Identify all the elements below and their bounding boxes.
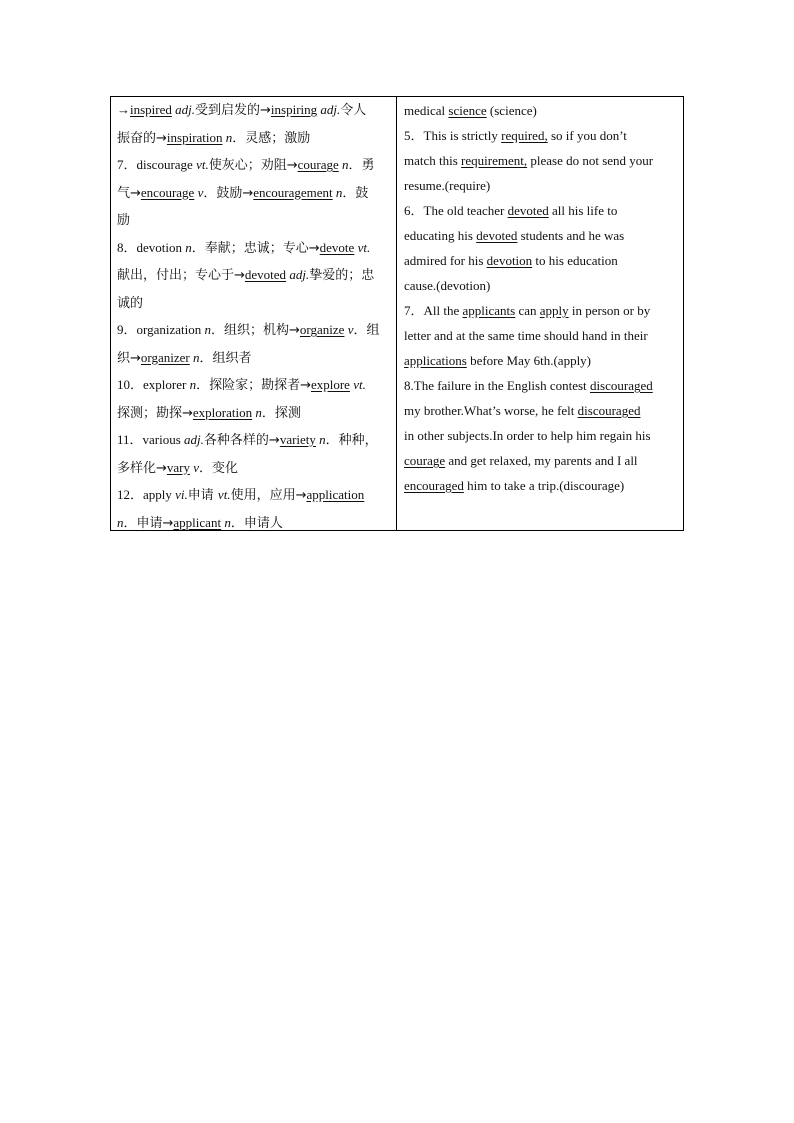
chinese-text: ．组织；机构→ — [211, 323, 300, 338]
left-line — [117, 290, 390, 318]
chinese-text: ．申请→ — [123, 515, 174, 531]
text-run: and get relaxed, my parents and I all — [445, 453, 638, 468]
chinese-text: ．探测 — [261, 405, 301, 421]
right-line — [404, 273, 677, 298]
text-run: 5．This is strictly — [404, 128, 502, 143]
text-run: letter and at the same time should hand in their — [404, 328, 648, 343]
part-of-speech: v — [193, 459, 200, 475]
right-line — [404, 473, 677, 498]
answer-word: application — [306, 487, 365, 502]
answer-word: encouraged — [404, 478, 464, 493]
left-line — [117, 427, 390, 455]
text-run: him to take a trip.(discourage) — [463, 478, 625, 493]
part-of-speech: n — [193, 349, 200, 365]
right-line — [404, 448, 677, 473]
part-of-speech: adj. — [320, 102, 341, 117]
text-run: 8．devotion — [117, 239, 186, 255]
text-run: cause.(devotion) — [404, 278, 491, 293]
part-of-speech: adj. — [289, 267, 310, 282]
part-of-speech: vi. — [175, 487, 188, 502]
part-of-speech: n — [185, 239, 192, 255]
chinese-text: 各种各样的→ — [203, 433, 280, 448]
text-run: to his education — [532, 253, 618, 268]
vocabulary-table — [110, 96, 684, 531]
text-run: 9．organization — [117, 322, 205, 337]
chinese-text: ．申请人 — [230, 515, 283, 531]
part-of-speech: v — [197, 184, 204, 200]
text-run: in other subjects.In order to help him regain his — [404, 428, 651, 443]
right-line — [404, 348, 677, 373]
answer-word: inspiring — [270, 102, 318, 117]
text-run: medical — [404, 103, 449, 118]
answer-word: variety — [279, 432, 316, 447]
text-run: 8.The failure in the English contest — [404, 378, 590, 393]
chinese-text: 受到启发的→ — [195, 103, 271, 118]
left-line — [117, 372, 390, 400]
answer-word: discouraged — [577, 403, 641, 418]
answer-word: inspiration — [166, 129, 223, 145]
text-run: in person or by — [568, 303, 651, 318]
answer-word: applicants — [462, 303, 516, 318]
right-line — [404, 248, 677, 273]
right-line — [404, 323, 677, 348]
chinese-text: ．组织者 — [199, 350, 252, 366]
text-run: all his life to — [548, 203, 618, 218]
left-line — [117, 207, 390, 235]
part-of-speech: n — [255, 404, 262, 420]
text-run: 7．All the — [404, 303, 463, 318]
answer-word: devoted — [476, 228, 518, 243]
answer-word: devotion — [486, 253, 533, 268]
answer-word: courage — [297, 157, 339, 172]
part-of-speech: n — [117, 514, 124, 530]
chinese-text: ．勇 — [348, 158, 375, 173]
answer-word: required, — [501, 128, 548, 143]
part-of-speech: n — [319, 432, 326, 447]
word-family-column — [111, 97, 397, 530]
right-line — [404, 373, 677, 398]
text-run: admired for his — [404, 253, 487, 268]
text-run: 7．discourage — [117, 157, 197, 172]
chinese-text: 励 — [117, 213, 131, 228]
left-line — [117, 510, 390, 538]
text-run: before May 6th.(apply) — [466, 353, 592, 368]
left-line — [117, 317, 390, 345]
right-line — [404, 423, 677, 448]
text-run: my brother.What’s worse, he felt — [404, 403, 578, 418]
answer-word: devote — [319, 239, 355, 255]
chinese-text: ．组 — [353, 323, 380, 338]
left-line — [117, 262, 390, 290]
text-run: so if you don’t — [547, 128, 627, 143]
chinese-text: 献出，付出；专心于→ — [117, 268, 245, 283]
answer-word: devoted — [244, 267, 287, 282]
left-line — [117, 455, 390, 483]
answer-word: encourage — [140, 184, 195, 200]
chinese-text: 织→ — [117, 350, 141, 366]
chinese-text: ．变化 — [199, 460, 239, 476]
example-sentences-column — [397, 97, 683, 530]
answer-word: devoted — [507, 203, 549, 218]
part-of-speech: n — [224, 514, 231, 530]
text-run: 6．The old teacher — [404, 203, 508, 218]
text-run: (science) — [486, 103, 537, 118]
part-of-speech: n — [342, 157, 349, 172]
chinese-text: 气→ — [117, 185, 141, 201]
part-of-speech: vt. — [353, 377, 366, 392]
answer-word: courage — [404, 453, 446, 468]
part-of-speech: adj. — [175, 102, 196, 117]
right-line — [404, 223, 677, 248]
answer-word: inspired — [130, 102, 172, 117]
part-of-speech: n — [189, 377, 197, 392]
chinese-text: 使灰心；劝阻→ — [208, 158, 298, 173]
answer-word: vary — [166, 459, 191, 475]
part-of-speech: adj. — [184, 432, 204, 447]
text-run: 11．various — [117, 432, 185, 447]
text-run: please do not send your — [527, 153, 654, 168]
left-line — [117, 152, 390, 180]
chinese-text: 振奋的→ — [117, 130, 167, 146]
right-line — [404, 173, 677, 198]
part-of-speech: vt. — [196, 157, 209, 172]
chinese-text: 诚的 — [117, 295, 144, 311]
chinese-text: 多样化→ — [117, 460, 167, 476]
answer-word: explore — [310, 377, 350, 392]
text-run: resume.(require) — [404, 178, 491, 193]
text-run: match this — [404, 153, 462, 168]
right-line — [404, 123, 677, 148]
left-line — [117, 97, 390, 125]
answer-word: organize — [299, 322, 345, 337]
left-line — [117, 125, 390, 153]
chinese-text: ．鼓励→ — [203, 185, 254, 201]
answer-word: requirement, — [461, 153, 528, 168]
right-line — [404, 398, 677, 423]
part-of-speech: v — [347, 322, 354, 337]
text-run: educating his — [404, 228, 477, 243]
chinese-text: ．鼓 — [342, 185, 369, 201]
answer-word: organizer — [140, 349, 190, 365]
left-line — [117, 400, 390, 428]
right-line — [404, 198, 677, 223]
answer-word: apply — [539, 303, 569, 318]
chinese-text: 使用，应用→ — [230, 488, 307, 503]
chinese-text: 挚爱的；忠 — [309, 268, 375, 283]
answer-word: discouraged — [589, 378, 653, 393]
part-of-speech: vt. — [217, 487, 231, 502]
text-run: students and he was — [517, 228, 625, 243]
left-line — [117, 345, 390, 373]
right-line — [404, 298, 677, 323]
right-line — [404, 98, 677, 123]
text-run: 12．apply — [117, 487, 176, 502]
chinese-text: ．灵感；激励 — [232, 130, 311, 146]
answer-word: applicant — [173, 514, 222, 530]
chinese-text: ．种种， — [325, 433, 378, 448]
answer-word: applications — [404, 353, 467, 368]
left-line — [117, 482, 390, 510]
part-of-speech: n — [335, 184, 343, 200]
part-of-speech: vt. — [357, 239, 371, 255]
part-of-speech: n — [204, 322, 211, 337]
chinese-text: 令人 — [340, 103, 367, 118]
left-line — [117, 235, 390, 263]
right-line — [404, 148, 677, 173]
text-run: 10．explorer — [117, 377, 190, 392]
left-line — [117, 180, 390, 208]
chinese-text: 申请 — [187, 488, 218, 503]
part-of-speech: n — [225, 129, 233, 145]
chinese-text: ．探险家；勘探者→ — [196, 378, 311, 393]
answer-word: encouragement — [253, 184, 333, 200]
text-run: can — [515, 303, 540, 318]
answer-word: exploration — [192, 404, 253, 420]
answer-word: science — [448, 103, 487, 118]
chinese-text: 探测；勘探→ — [117, 405, 193, 421]
chinese-text: ．奉献；忠诚；专心→ — [191, 240, 320, 256]
text-run: → — [117, 102, 130, 117]
